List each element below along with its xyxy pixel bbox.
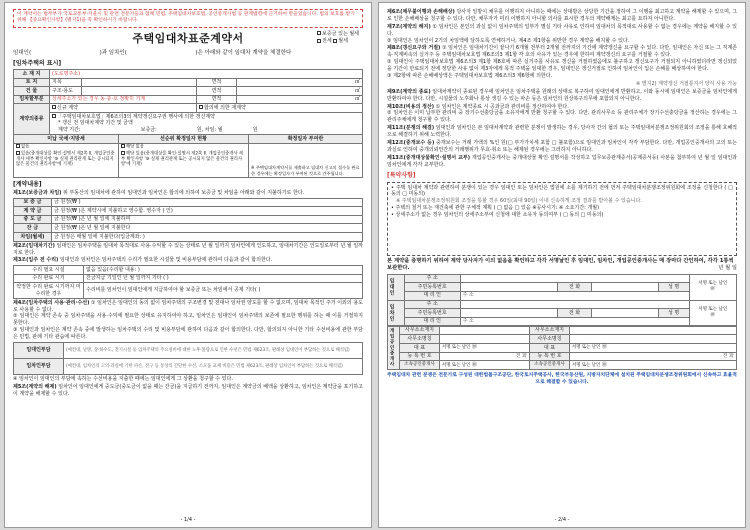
checkbox-icon <box>333 39 337 43</box>
article-9: 제9조(계약의 종료) 임대차계약이 종료된 경우에 임차인은 임차주택을 원래의 상태로 복구하여 임대인에게 반환하고, 이와 동시에 임대인은 보증금을 임차인에게 반환하여야 한다. 다만, 시설물의 노후화나 통상 생길 수 있는 파손 등은 임차인의 원상복구의무에 포함되지 아니한다. <box>387 88 737 102</box>
interim-payment-field[interactable]: 금 원정(₩ )은 년 월 일에 지불하며 <box>52 215 363 224</box>
table-row: 보 증 금 금 원정(₩ ) <box>14 198 363 207</box>
lessor-seal[interactable]: 서명 또는 날인 ㊞ <box>689 274 737 300</box>
table-row <box>14 87 363 96</box>
agent-rep-1[interactable]: 서명 또는 날인 ㊞ <box>440 343 530 352</box>
lessee-proxy[interactable]: 주 소 <box>460 317 689 326</box>
table-row: 약정한 수리 완료 시기까지 미 수리한 경우 수리비를 임차인이 임대인에게 지급하여야 할 보증금 또는 차임에서 공제 기타( ) <box>14 283 363 298</box>
article-3: 제3조(입주 전 수리) 임대인과 임차인은 임차주택의 수리가 필요한 시설물 및 비용부담에 관하여 다음과 같이 합의한다. <box>13 257 273 264</box>
option-new[interactable]: 신규 계약 <box>50 104 197 113</box>
table-row: 주민등록번호 전 화 성 명 <box>388 309 737 318</box>
lessee-burden-field[interactable]: (예컨대, 임차인의 고의·과실에 기한 파손, 전구 등 통상의 간단한 수선, 소모품 교체 비용은 민법 제623조, 판례상 임차인이 부담하는 것으로 해석됨) <box>64 359 363 375</box>
property-address[interactable]: (도로명주소) <box>50 70 363 79</box>
agent-office-name-2[interactable] <box>570 335 737 344</box>
table-row <box>14 70 363 79</box>
table-row: 차임(월세) 금 원정은 매월 일에 지불한다(입금계좌: ) <box>14 233 363 242</box>
article-12: 제12조(중개보수 등) 중개보수는 거래 가액의 %인 원(□ 부가가치세 포함 □ 불포함)으로 임대인과 임차인이 각각 부담한다. 다만, 개업공인중개사의 고의 또는 과실로 인하여 중개의뢰인간의 거래행위가 무효·취소 또는 해제된 경우에는 그러하지 아니하다. <box>387 140 738 153</box>
contract-page-1 <box>4 2 372 528</box>
agent-table <box>387 326 737 370</box>
checkbox-icon <box>199 105 203 109</box>
lessor-address[interactable] <box>460 274 689 283</box>
article-6: 제6조(채무불이행과 손해배상) 당사자 일방이 채무를 이행하지 아니하는 때에는 상대방은 상당한 기간을 정하여 그 이행을 최고하고 계약을 해제할 수 있으며, 그로 인한 손해배상을 청구할 수 있다. 다만, 채무자가 미리 이행하지 아니할 의사를 표시한 경우의 계약해제는 최고를 요하지 아니한다. <box>387 9 737 22</box>
table-row: 개업공인중개사 사무소소재지 사무소소재지 <box>388 326 737 335</box>
down-payment-field[interactable]: 금 원정(₩ )은 계약시에 지불하고 영수함. 영수자 ( 인) <box>52 207 363 216</box>
lessor-rrn[interactable] <box>460 283 558 292</box>
property-value[interactable] <box>82 87 197 96</box>
fixed-date-label: 확정일자 부여란 <box>249 135 363 144</box>
article-10: 제10조(비용의 정산) ① 임차인은 계약종료 시 공과금과 관리비를 정산하여야 한다. ② 임차인은 이미 납부한 관리비 중 장기수선충당금을 소유자에게 반환 청구할 수 있다. 다만, 관리사무소 등 관리주체가 장기수선충당금을 정산하는 경우에는 그 관리주체에게 청구할 수 있다. <box>387 103 737 124</box>
option-renewal-right[interactable]: 「주택임대차보호법」제6조의3의 계약갱신요구권 행사에 의한 갱신계약 * 갱신 전 임대차계약 기간 및 금액 계약 기간: 보증금: 원, 차임: 월 원 <box>50 113 363 135</box>
special-terms-box[interactable] <box>387 182 737 256</box>
special-item-rebuild: • 주택의 철거 또는 재건축에 관한 구체적 계획 ( □ 없음 □ 있음 ※공사시기: ※ 소요기간: 개월) <box>391 205 600 212</box>
article-4-4: ④ 임차인이 임대인의 부담에 속하는 수선비용을 지출한 때에는 임대인에게 그 상환을 청구할 수 있다. <box>13 376 233 382</box>
table-row: 잔 금 금 원정(₩ )은 년 월 일에 지불한다 <box>14 224 363 233</box>
party-line <box>13 50 363 57</box>
lessee-phone[interactable] <box>591 309 658 318</box>
property-value[interactable] <box>82 78 197 87</box>
agent-staff-2[interactable]: 서명 또는 날인 ㊞ <box>570 361 737 370</box>
article-4: 제4조(임차주택의 사용·관리·수선) ① 임차인은 임대인의 동의 없이 임차주택의 구조변경 및 전대나 임차권 양도를 할 수 없으며, 임대차 목적인 주거 이외의 용도로 사용할 수 없다. ② 임대인은 계약 존속 중 임차주택을 사용·수익에 필요한 상태로 유지하여야 하고, 임차인은 임대인이 임차주택의 보존에 필요한 행위를 하는 때 이를 거절하지 못한다. ③ 임대인과 임차인은 계약 존속 중에 발생하는 임차주택의 수리 및 비용부담에 관하여 다음과 같이 합의한다. 다만, 합의되지 아니한 기타 수선비용에 관한 부담은 민법, 판례 기타 관습에 따른다. <box>13 299 363 341</box>
agent-office-name-1[interactable] <box>440 335 530 344</box>
party-line-end: )은 아래와 같이 임대차 계약을 체결한다 <box>195 49 292 56</box>
article-8-note: ※ 별지2) 계약갱신 거절통지서 양식 사용 가능 <box>636 80 737 87</box>
table-row: 임차인 주 소 서명 또는 날인 ㊞ <box>388 300 737 309</box>
tax-table <box>13 134 363 178</box>
contract-page-2 <box>378 2 746 528</box>
area-unit[interactable]: ㎡ <box>237 87 363 96</box>
area-unit[interactable]: ㎡ <box>237 78 363 87</box>
special-terms-heading: [특약사항] <box>387 171 416 179</box>
table-row: 수리 완료 시기 잔금지급 기일인 년 월 일까지 기타 ( ) <box>14 274 363 283</box>
table-row <box>14 78 363 87</box>
signature-table <box>387 274 737 327</box>
checkbox-deposit-monthly[interactable]: 보증금 있는 월세 <box>317 31 359 38</box>
contract-notice: 이 계약서는 법무부가 국토교통부·서울시 및 관련 전문가들과 함께 민법, 주택임대차보호법, 공인중개사법 등 관계법령에 근거하여 만들었습니다. 법의 보호를 받기 위해 【중요확인사항】(별지1)을 꼭 확인하시기 바랍니다. <box>13 9 363 28</box>
priority-options[interactable]: 해당 없음 해당 있음(중개대상물 확인·설명서 제2쪽 Ⅱ. 개업공인중개사 세부 확인사항 '⑨ 실제 권리관계 또는 공시되지 않은 물건의 권리사항'에 기재) <box>119 143 249 177</box>
section-terms: [계약내용] <box>13 180 42 188</box>
seal-icon: ㊞ <box>471 361 477 368</box>
checkbox-jeonse[interactable]: 전세 월세 <box>317 38 359 45</box>
page-number: - 2/4 - <box>554 517 570 524</box>
lessee-seal[interactable]: 서명 또는 날인 ㊞ <box>689 300 737 326</box>
table-row: 소속공인중개사 서명 또는 날인 ㊞ 소속공인중개사 서명 또는 날인 ㊞ <box>388 361 737 370</box>
property-value[interactable]: 상세주소가 있는 경우 동·층·호 정확히 기재 <box>50 95 197 104</box>
article-8: 제8조(갱신요구와 거절) ① 임차인은 임대차기간이 끝나기 6개월 전부터 2개월 전까지의 기간에 계약갱신을 요구할 수 있다. 다만, 임대인은 자신 또는 그 직계존속·직계비속의 실거주 등 주택임대차보호법 제6조의3 제1항 각 호의 사유가 있는 경우에 한하여 계약갱신의 요구를 거절할 수 있다. ② 임대인이 주택임대차보호법 제6조의3 제1항 제8호에 따른 실거주를 사유로 갱신을 거절하였음에도 불구하고 갱신요구가 거절되지 아니하였더라면 갱신되었을 기간이 만료되기 전에 정당한 사유 없이 제3자에게 목적 주택을 임대한 경우, 임대인은 갱신거절로 인하여 임차인이 입은 손해를 배상하여야 한다. ③ 제2항에 따른 손해배상액은 주택임대차보호법 제6조의3 제6항에 의한다. <box>387 45 737 80</box>
agent-reg-1[interactable]: 전 화 <box>440 352 530 361</box>
seal-icon: ㊞ <box>710 312 715 318</box>
agent-label: 개업공인중개사 <box>388 326 400 369</box>
table-row: 대 리 인 주 소 <box>388 291 737 300</box>
option-agreed-renewal[interactable]: 합의에 의한 재계약 <box>197 104 363 113</box>
article-11: 제11조(분쟁의 해결) 임대인과 임차인은 본 임대차계약과 관련한 분쟁이 발생하는 경우, 당사자 간의 협의 또는 주택임대차분쟁조정위원회의 조정을 통해 호혜적으로 해결하기 위해 노력한다. <box>387 125 737 139</box>
table-row: 사무소명칭 사무소명칭 <box>388 335 737 344</box>
table-row: 수리 필요 시설 없음 있음(수리할 내용: ) <box>14 266 363 275</box>
checkbox-icon <box>317 39 321 43</box>
dispute-footer: 주택임대차 관련 분쟁은 전문가로 구성된 대한법률구조공단, 한국토지주택공사, 한국부동산원, 지방자치단체에 설치된 주택임대차분쟁조정위원회에서 신속하고 효율적으로 해결할 수 있습니다. <box>387 373 737 385</box>
table-row <box>14 143 363 177</box>
table-row <box>14 135 363 144</box>
tax-options[interactable]: 없음 있음(중개대상물 확인·설명서 제2쪽 Ⅱ. 개업공인중개사 세부 확인사항 '⑨ 실제 권리관계 또는 공시되지 않은 물건의 권리사항'에 기재) <box>14 143 119 177</box>
table-row <box>14 113 363 135</box>
property-label: 임차할부분 <box>14 95 50 104</box>
special-item-address: • 상세주소가 없는 경우 임차인의 상세주소부여 신청에 대한 소유자 동의여부 ( □ 동의 □ 미동의) <box>391 212 604 219</box>
table-row: 임대인 주 소 서명 또는 날인 ㊞ <box>388 274 737 283</box>
repair-needed-field[interactable]: 없음 있음(수리할 내용: ) <box>84 266 363 275</box>
property-label: 건 물 <box>14 87 50 96</box>
agent-office-address-1[interactable] <box>440 326 530 335</box>
table-row: 주민등록번호 전 화 성 명 <box>388 283 737 292</box>
checkbox-icon <box>52 105 56 109</box>
repair-unfinished-field[interactable]: 수리비를 임차인이 임대인에게 지급하여야 할 보증금 또는 차임에서 공제 기타( ) <box>84 283 363 298</box>
deposit-field[interactable]: 금 원정(₩ ) <box>52 198 363 207</box>
monthly-rent-field[interactable]: 금 원정은 매월 일에 지불한다(입금계좌: ) <box>52 233 363 242</box>
contract-type-label: 계약의종류 <box>14 104 50 134</box>
property-sub: 지목 <box>50 78 82 87</box>
article-1: 제1조(보증금과 차임) 위 부동산의 임대차에 관하여 임대인과 임차인은 합의에 의하여 보증금 및 차임을 아래와 같이 지불하기로 한다. <box>13 189 305 196</box>
agent-office-address-2[interactable] <box>570 326 737 335</box>
lessor-phone[interactable] <box>591 283 658 292</box>
fixed-date-note: ※ 주택임대차계약서를 제출하고 임대차 신고의 접수를 완료한 경우에는 확정일자가 부여된 것으로 간주됩니다. <box>249 143 363 177</box>
tax-label: 미납 국세·지방세 <box>14 135 119 144</box>
checkbox-icon <box>16 151 20 155</box>
article-2: 제2조(임대차기간) 임대인은 임차주택을 임대차 목적대로 사용·수익할 수 있는 상태로 년 월 일까지 임차인에게 인도하고, 임대차기간은 인도일로부터 년 월 일까지로 한다. <box>13 242 364 256</box>
priority-label: 선순위 확정일자 현황 <box>119 135 249 144</box>
checkbox-icon <box>121 151 125 155</box>
contract-title: 주택임대차표준계약서 <box>132 31 244 45</box>
repair-table <box>13 265 363 298</box>
balance-field[interactable]: 금 원정(₩ )은 년 월 일에 지불한다 <box>52 224 363 233</box>
seal-icon: ㊞ <box>601 361 607 368</box>
area-label: 면적 <box>197 87 237 96</box>
property-label: 토 지 <box>14 78 50 87</box>
lessor-proxy[interactable]: 주 소 <box>460 291 689 300</box>
lessee-address[interactable] <box>460 300 689 309</box>
table-row: 임대인부담 (예컨대, 난방, 상·하수도, 전기시설 등 임차주택의 주요설비에 대한 노후·불량으로 인한 수선은 민법 제623조, 판례상 임대인이 부담하는 것으로 해석됨) <box>14 343 363 359</box>
lessee-label: 임차인 <box>388 300 405 326</box>
table-row: 등 록 번 호 전 화 등 록 번 호 전 화 <box>388 352 737 361</box>
property-sub: 구조·용도 <box>50 87 82 96</box>
sign-date[interactable]: 년 월 일 <box>718 264 737 271</box>
seal-icon: ㊞ <box>710 287 715 293</box>
article-7: 제7조(계약의 해지) ① 임차인은 본인의 과실 없이 임차주택의 일부가 멸실 기타 사유로 인하여 임대차의 목적대로 사용할 수 없는 경우에는 계약을 해지할 수 있다. ② 임대인은 임차인이 2기의 차임액에 달하도록 연체하거나, 제4조 제1항을 위반한 경우 계약을 해지할 수 있다. <box>387 23 737 44</box>
checkbox-icon <box>16 144 20 148</box>
lessee-label: )과 임차인( <box>99 49 127 56</box>
lessor-label: 임대인 <box>388 274 405 300</box>
burden-table <box>13 342 363 375</box>
agent-staff-1[interactable]: 서명 또는 날인 ㊞ <box>440 361 530 370</box>
agent-rep-2[interactable]: 서명 또는 날인 ㊞ <box>570 343 737 352</box>
area-label: 면적 <box>197 78 237 87</box>
lessor-burden-field[interactable]: (예컨대, 난방, 상·하수도, 전기시설 등 임차주택의 주요설비에 대한 노후·불량으로 인한 수선은 민법 제623조, 판례상 임대인이 부담하는 것으로 해석됨) <box>64 343 363 359</box>
agent-reg-2[interactable]: 전 화 <box>570 352 737 361</box>
money-table <box>13 198 363 242</box>
table-row: 대 표 서명 또는 날인 ㊞ 대 표 서명 또는 날인 ㊞ <box>388 343 737 352</box>
area-label: 면적 <box>197 95 237 104</box>
signature-heading: 본 계약을 증명하기 위하여 계약 당사자가 이의 없음을 확인하고 각각 서명날인 후 임대인, 임차인, 개업공인중개사는 매 장마다 간인하여, 각각 1통씩 보관한다. 년 월 일 <box>387 257 737 271</box>
checkbox-icon <box>121 144 125 148</box>
page-number: - 1/4 - <box>180 517 196 524</box>
repair-date-field[interactable]: 잔금지급 기일인 년 월 일까지 기타 ( ) <box>84 274 363 283</box>
table-row: 계 약 금 금 원정(₩ )은 계약시에 지불하고 영수함. 영수자 ( 인) <box>14 207 363 216</box>
lessor-label: 임대인( <box>13 49 32 56</box>
table-row <box>14 104 363 113</box>
contract-type-checkboxes <box>317 31 359 46</box>
section-property: [임차주택의 표시] <box>13 60 62 68</box>
table-row: 대 리 인 주 소 <box>388 317 737 326</box>
table-row <box>14 95 363 104</box>
article-13: 제13조(중개대상물확인·설명서 교부) 개업공인중개사는 중개대상물 확인·설명서를 작성하고 업무보증관계증서(공제증서등) 사본을 첨부하여 년 월 일 임대인과 임차인에게 각각 교부한다. <box>387 154 738 168</box>
property-label: 소 재 지 <box>14 70 50 79</box>
article-5: 제5조(계약의 해제) 임차인이 임대인에게 중도금(중도금이 없을 때는 잔금)을 지급하기 전까지, 임대인은 계약금의 배액을 상환하고, 임차인은 계약금을 포기하고 이 계약을 해제할 수 있다. <box>13 383 364 397</box>
table-row: 중 도 금 금 원정(₩ )은 년 월 일에 지불하며 <box>14 215 363 224</box>
area-unit[interactable]: ㎡ <box>237 95 363 104</box>
title-row <box>13 30 363 48</box>
special-item-dispute: • 주택 임대차 계약과 관련하여 분쟁이 있는 경우 임대인 또는 임차인은 법원에 소를 제기하기 전에 먼저 주택임대차분쟁조정위원회에 조정을 신청한다 ( □ 동의 □ 미동의) <box>391 184 733 198</box>
checkbox-icon <box>52 114 56 118</box>
table-row: 임차인부담 (예컨대, 임차인의 고의·과실에 기한 파손, 전구 등 통상의 간단한 수선, 소모품 교체 비용은 민법 제623조, 판례상 임차인이 부담하는 것으로 해석됨) <box>14 359 363 375</box>
lessee-rrn[interactable] <box>460 309 558 318</box>
checkbox-icon <box>317 31 321 35</box>
special-item-note: ※ 주택임대차분쟁조정위원회 조정을 통할 경우 60일(최대 90일) 이내 신속하게 조정 결과를 받아볼 수 있습니다. <box>396 198 642 205</box>
property-table <box>13 69 363 135</box>
seal-icon: ㊞ <box>601 344 607 351</box>
seal-icon: ㊞ <box>471 344 477 351</box>
